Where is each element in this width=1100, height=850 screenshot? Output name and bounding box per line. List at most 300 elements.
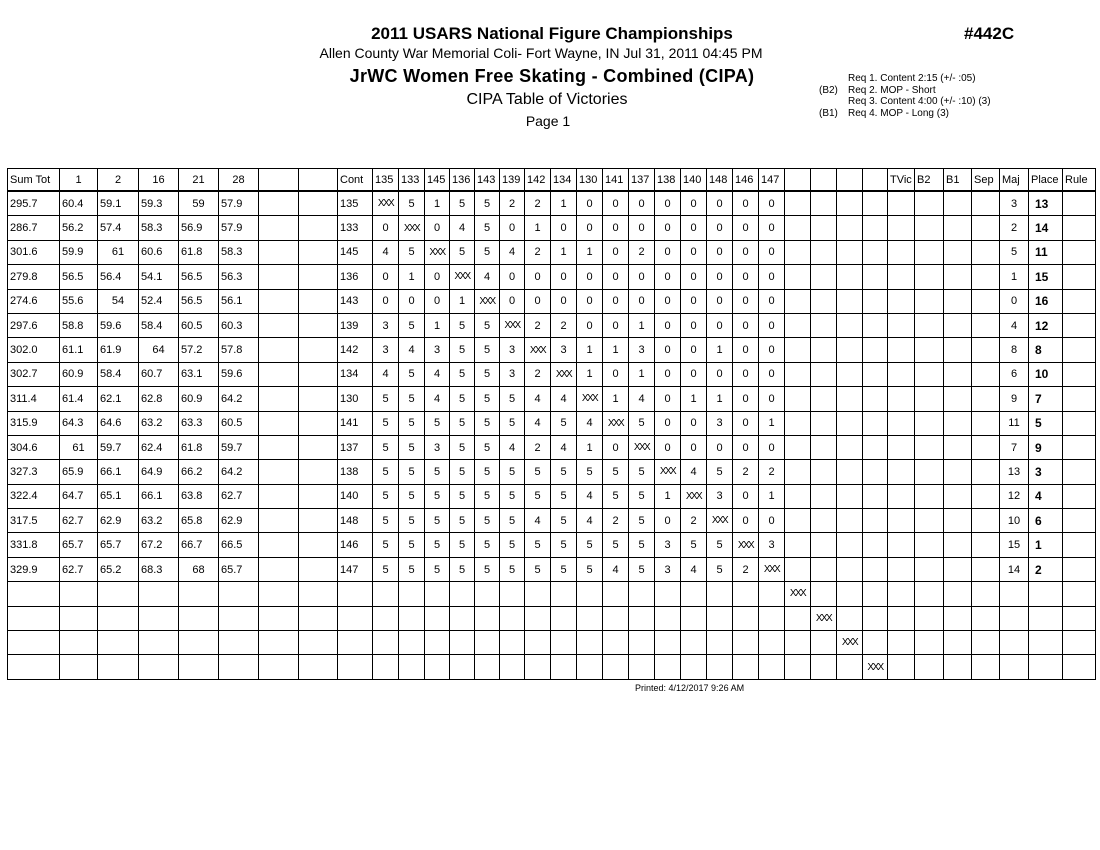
- victory-count-cell: 5: [450, 533, 475, 557]
- blank-cell: [681, 655, 707, 679]
- judge-score-cell: 60.4: [60, 191, 98, 216]
- sum-total-cell: 322.4: [8, 484, 60, 508]
- place-cell: 10: [1029, 362, 1063, 386]
- blank-cell: [655, 631, 681, 655]
- blank-cell: [811, 313, 837, 337]
- victory-count-cell: 5: [425, 533, 450, 557]
- place-cell: 4: [1029, 484, 1063, 508]
- victory-count-cell: 3: [373, 338, 399, 362]
- victory-count-cell: 5: [681, 533, 707, 557]
- column-header: 137: [629, 169, 655, 192]
- blank-cell: [837, 484, 863, 508]
- column-header: 2: [98, 169, 139, 192]
- blank-cell: [863, 191, 888, 216]
- blank-cell: [707, 582, 733, 606]
- victory-count-cell: 0: [500, 289, 525, 313]
- blank-cell: [1000, 631, 1029, 655]
- blank-cell: [759, 606, 785, 630]
- victory-count-cell: 5: [707, 557, 733, 581]
- blank-cell: [399, 582, 425, 606]
- blank-cell: [972, 631, 1000, 655]
- blank-cell: [915, 362, 944, 386]
- column-header: 147: [759, 169, 785, 192]
- column-header: [785, 169, 811, 192]
- victory-count-cell: 5: [373, 484, 399, 508]
- blank-cell: [837, 557, 863, 581]
- blank-cell: [944, 631, 972, 655]
- victory-count-cell: 4: [425, 362, 450, 386]
- blank-cell: [299, 484, 338, 508]
- victory-count-cell: 0: [707, 216, 733, 240]
- table-header-row: [8, 169, 1096, 192]
- victory-count-cell: 1: [450, 289, 475, 313]
- blank-cell: [944, 655, 972, 679]
- victory-count-cell: 5: [450, 484, 475, 508]
- victory-count-cell: 4: [681, 460, 707, 484]
- column-header: 143: [475, 169, 500, 192]
- blank-cell: [837, 533, 863, 557]
- victory-count-cell: 5: [500, 387, 525, 411]
- blank-cell: [811, 216, 837, 240]
- blank-cell: [944, 387, 972, 411]
- victory-count-cell: 0: [681, 289, 707, 313]
- sum-total-cell: 327.3: [8, 460, 60, 484]
- contestant-cell: 143: [338, 289, 373, 313]
- judge-score-cell: 65.7: [60, 533, 98, 557]
- blank-cell: [785, 557, 811, 581]
- victory-count-cell: 5: [551, 411, 577, 435]
- blank-cell: [98, 582, 139, 606]
- judge-score-cell: 56.5: [179, 265, 219, 289]
- victory-count-cell: 4: [525, 387, 551, 411]
- victory-count-cell: 5: [475, 484, 500, 508]
- table-row: [8, 289, 1096, 313]
- blank-cell: [972, 362, 1000, 386]
- judge-score-cell: 54: [98, 289, 139, 313]
- blank-cell: [972, 191, 1000, 216]
- judge-score-cell: 65.7: [219, 557, 259, 581]
- sum-total-cell: 315.9: [8, 411, 60, 435]
- judge-score-cell: 58.3: [139, 216, 179, 240]
- column-header: 130: [577, 169, 603, 192]
- blank-cell: [837, 435, 863, 459]
- judge-score-cell: 59: [179, 191, 219, 216]
- blank-cell: [733, 582, 759, 606]
- victory-count-cell: 4: [525, 509, 551, 533]
- victory-count-cell: 5: [425, 460, 450, 484]
- victory-count-cell: 0: [655, 216, 681, 240]
- victory-count-cell: 0: [707, 289, 733, 313]
- blank-cell: [629, 606, 655, 630]
- victory-count-cell: 5: [373, 460, 399, 484]
- blank-cell: [681, 582, 707, 606]
- blank-cell: [577, 655, 603, 679]
- blank-cell: [299, 265, 338, 289]
- blank-cell: [863, 557, 888, 581]
- blank-cell: [655, 582, 681, 606]
- blank-cell: [888, 606, 915, 630]
- blank-cell: [450, 582, 475, 606]
- blank-cell: [299, 557, 338, 581]
- victory-count-cell: 5: [500, 509, 525, 533]
- victory-count-cell: 5: [373, 557, 399, 581]
- judge-score-cell: 62.8: [139, 387, 179, 411]
- blank-cell: [972, 484, 1000, 508]
- blank-cell: [863, 460, 888, 484]
- blank-cell: [888, 631, 915, 655]
- blank-cell: [944, 606, 972, 630]
- blank-cell: [603, 631, 629, 655]
- majority-cell: 11: [1000, 411, 1029, 435]
- blank-cell: [299, 240, 338, 264]
- blank-cell: [603, 606, 629, 630]
- blank-cell: [603, 655, 629, 679]
- requirement-item: (B1) Req 4. MOP - Long (3): [819, 107, 949, 119]
- victory-count-cell: 5: [603, 484, 629, 508]
- blank-cell: [915, 484, 944, 508]
- blank-cell: [629, 631, 655, 655]
- victory-count-cell: 0: [603, 240, 629, 264]
- victory-count-cell: 0: [759, 265, 785, 289]
- blank-cell: [525, 606, 551, 630]
- victory-count-cell: 1: [603, 338, 629, 362]
- victory-count-cell: 1: [425, 191, 450, 216]
- judge-score-cell: 64.9: [139, 460, 179, 484]
- blank-cell: [888, 557, 915, 581]
- blank-cell: [525, 631, 551, 655]
- victory-count-cell: 5: [475, 435, 500, 459]
- judge-score-cell: 56.5: [179, 289, 219, 313]
- victory-count-cell: 1: [603, 387, 629, 411]
- blank-cell: [972, 265, 1000, 289]
- blank-cell: [888, 387, 915, 411]
- blank-cell: [1000, 606, 1029, 630]
- blank-cell: [8, 582, 60, 606]
- place-cell: 5: [1029, 411, 1063, 435]
- victory-count-cell: 0: [759, 362, 785, 386]
- majority-cell: 13: [1000, 460, 1029, 484]
- blank-cell: [785, 655, 811, 679]
- victory-count-cell: 0: [733, 289, 759, 313]
- blank-cell: [915, 460, 944, 484]
- blank-cell: [179, 606, 219, 630]
- victory-count-cell: 0: [733, 240, 759, 264]
- judge-score-cell: 62.7: [60, 557, 98, 581]
- sum-total-cell: 302.0: [8, 338, 60, 362]
- victory-count-cell: 4: [399, 338, 425, 362]
- judge-score-cell: 63.2: [139, 411, 179, 435]
- blank-cell: [972, 460, 1000, 484]
- victory-count-cell: 4: [551, 435, 577, 459]
- blank-cell: [1063, 631, 1096, 655]
- judge-score-cell: 60.5: [219, 411, 259, 435]
- victory-count-cell: 0: [655, 411, 681, 435]
- victory-count-cell: 2: [525, 313, 551, 337]
- victory-count-cell: 0: [733, 411, 759, 435]
- victory-count-cell: 4: [373, 362, 399, 386]
- column-header: 139: [500, 169, 525, 192]
- rule-cell: [1063, 240, 1096, 264]
- place-cell: 14: [1029, 216, 1063, 240]
- blank-cell: [837, 191, 863, 216]
- column-header: 16: [139, 169, 179, 192]
- blank-cell: [837, 240, 863, 264]
- victory-count-cell: 5: [525, 533, 551, 557]
- victory-count-cell: 0: [655, 289, 681, 313]
- blank-cell: [139, 582, 179, 606]
- blank-cell: [219, 582, 259, 606]
- blank-cell: [888, 411, 915, 435]
- blank-cell: [944, 509, 972, 533]
- blank-cell: [944, 289, 972, 313]
- table-row: [8, 484, 1096, 508]
- victory-count-cell: 0: [603, 362, 629, 386]
- blank-cell: [450, 606, 475, 630]
- rule-cell: [1063, 435, 1096, 459]
- judge-score-cell: 56.1: [219, 289, 259, 313]
- blank-cell: [888, 191, 915, 216]
- judge-score-cell: 62.4: [139, 435, 179, 459]
- requirements-list: [819, 73, 991, 119]
- blank-cell: [259, 435, 299, 459]
- xxx-mark-cell: XXX: [475, 289, 500, 313]
- judge-score-cell: 59.9: [60, 240, 98, 264]
- blank-cell: [785, 265, 811, 289]
- judge-score-cell: 64: [139, 338, 179, 362]
- championship-title: 2011 USARS National Figure Championships: [371, 24, 733, 43]
- blank-cell: [915, 655, 944, 679]
- victory-count-cell: 0: [681, 338, 707, 362]
- column-header: 148: [707, 169, 733, 192]
- blank-cell: [60, 631, 98, 655]
- victory-count-cell: 5: [525, 460, 551, 484]
- contestant-cell: 135: [338, 191, 373, 216]
- rule-cell: [1063, 460, 1096, 484]
- victory-count-cell: 5: [475, 362, 500, 386]
- victory-count-cell: 0: [603, 191, 629, 216]
- victory-count-cell: 5: [475, 509, 500, 533]
- blank-cell: [944, 191, 972, 216]
- judge-score-cell: 65.8: [179, 509, 219, 533]
- blank-cell: [139, 655, 179, 679]
- victory-count-cell: 0: [655, 509, 681, 533]
- victory-count-cell: 5: [629, 484, 655, 508]
- victory-count-cell: 5: [551, 557, 577, 581]
- blank-cell: [915, 557, 944, 581]
- blank-cell: [259, 387, 299, 411]
- victory-count-cell: 5: [399, 435, 425, 459]
- table-row: [8, 387, 1096, 411]
- victory-count-cell: 5: [399, 191, 425, 216]
- sum-total-cell: 311.4: [8, 387, 60, 411]
- requirement-item: Req 1. Content 2:15 (+/- :05): [848, 73, 976, 84]
- blank-cell: [888, 313, 915, 337]
- blank-cell: [98, 655, 139, 679]
- judge-score-cell: 65.9: [60, 460, 98, 484]
- blank-cell: [811, 191, 837, 216]
- blank-cell: [299, 313, 338, 337]
- blank-cell: [681, 606, 707, 630]
- blank-cell: [863, 313, 888, 337]
- contestant-cell: 130: [338, 387, 373, 411]
- blank-cell: [944, 216, 972, 240]
- blank-cell: [972, 289, 1000, 313]
- majority-cell: 15: [1000, 533, 1029, 557]
- blank-cell: [888, 582, 915, 606]
- victory-count-cell: 4: [577, 411, 603, 435]
- blank-cell: [811, 460, 837, 484]
- judge-score-cell: 62.1: [98, 387, 139, 411]
- blank-cell: [915, 387, 944, 411]
- blank-cell: [98, 631, 139, 655]
- blank-cell: [259, 216, 299, 240]
- victory-count-cell: 1: [707, 338, 733, 362]
- victory-count-cell: 3: [425, 435, 450, 459]
- blank-cell: [811, 655, 837, 679]
- sum-total-cell: 317.5: [8, 509, 60, 533]
- blank-cell: [577, 606, 603, 630]
- blank-cell: [863, 411, 888, 435]
- blank-cell: [944, 338, 972, 362]
- victory-count-cell: 1: [525, 216, 551, 240]
- blank-cell: [837, 289, 863, 313]
- blank-cell: [299, 411, 338, 435]
- blank-cell: [863, 509, 888, 533]
- blank-cell: [500, 655, 525, 679]
- xxx-mark-cell: XXX: [733, 533, 759, 557]
- judge-score-cell: 60.3: [219, 313, 259, 337]
- victory-count-cell: 0: [603, 216, 629, 240]
- blank-cell: [837, 509, 863, 533]
- victory-count-cell: 0: [733, 265, 759, 289]
- victory-count-cell: 0: [399, 289, 425, 313]
- rule-cell: [1063, 411, 1096, 435]
- victory-count-cell: 5: [551, 460, 577, 484]
- blank-cell: [944, 313, 972, 337]
- blank-cell: [338, 655, 373, 679]
- blank-cell: [299, 289, 338, 313]
- blank-cell: [475, 582, 500, 606]
- blank-cell: [259, 606, 299, 630]
- blank-cell: [915, 191, 944, 216]
- victory-count-cell: 5: [450, 411, 475, 435]
- victory-count-cell: 5: [551, 509, 577, 533]
- blank-cell: [863, 289, 888, 313]
- blank-cell: [629, 582, 655, 606]
- victory-count-cell: 1: [655, 484, 681, 508]
- blank-cell: [299, 606, 338, 630]
- victory-count-cell: 3: [707, 484, 733, 508]
- victory-count-cell: 0: [707, 362, 733, 386]
- victory-count-cell: 1: [759, 484, 785, 508]
- victory-count-cell: 0: [655, 338, 681, 362]
- blank-cell: [655, 655, 681, 679]
- judge-score-cell: 66.1: [139, 484, 179, 508]
- table-row: [8, 411, 1096, 435]
- blank-cell: [299, 631, 338, 655]
- blank-cell: [425, 582, 450, 606]
- blank-cell: [811, 484, 837, 508]
- victory-count-cell: 1: [629, 313, 655, 337]
- blank-cell: [837, 655, 863, 679]
- xxx-mark-cell: XXX: [577, 387, 603, 411]
- blank-cell: [837, 606, 863, 630]
- judge-score-cell: 64.3: [60, 411, 98, 435]
- blank-cell: [785, 606, 811, 630]
- blank-cell: [259, 631, 299, 655]
- blank-cell: [785, 216, 811, 240]
- judge-score-cell: 55.6: [60, 289, 98, 313]
- place-cell: 16: [1029, 289, 1063, 313]
- column-header: Cont: [338, 169, 373, 192]
- xxx-mark-cell: XXX: [811, 606, 837, 630]
- blank-cell: [707, 606, 733, 630]
- victory-count-cell: 0: [655, 362, 681, 386]
- rule-cell: [1063, 362, 1096, 386]
- contestant-cell: 133: [338, 216, 373, 240]
- victory-count-cell: 3: [759, 533, 785, 557]
- victory-count-cell: 4: [425, 387, 450, 411]
- table-row: [8, 313, 1096, 337]
- blank-cell: [8, 631, 60, 655]
- contestant-cell: 141: [338, 411, 373, 435]
- document-number: #442C: [964, 24, 1015, 43]
- victories-table: [7, 168, 1096, 680]
- judge-score-cell: 63.8: [179, 484, 219, 508]
- rule-cell: [1063, 557, 1096, 581]
- sum-total-cell: 302.7: [8, 362, 60, 386]
- victory-count-cell: 5: [475, 191, 500, 216]
- column-header: B2: [915, 169, 944, 192]
- column-header: B1: [944, 169, 972, 192]
- victory-count-cell: 2: [525, 362, 551, 386]
- judge-score-cell: 57.8: [219, 338, 259, 362]
- victory-count-cell: 4: [373, 240, 399, 264]
- blank-cell: [338, 582, 373, 606]
- majority-cell: 9: [1000, 387, 1029, 411]
- blank-cell: [551, 655, 577, 679]
- victory-count-cell: 5: [707, 460, 733, 484]
- blank-cell: [8, 606, 60, 630]
- xxx-mark-cell: XXX: [837, 631, 863, 655]
- xxx-mark-cell: XXX: [450, 265, 475, 289]
- blank-cell: [785, 387, 811, 411]
- blank-cell: [373, 582, 399, 606]
- blank-cell: [399, 606, 425, 630]
- blank-cell: [785, 509, 811, 533]
- victory-count-cell: 4: [577, 509, 603, 533]
- contestant-cell: 134: [338, 362, 373, 386]
- column-header: 21: [179, 169, 219, 192]
- victory-count-cell: 5: [577, 557, 603, 581]
- judge-score-cell: 59.7: [219, 435, 259, 459]
- blank-cell: [888, 240, 915, 264]
- blank-cell: [888, 289, 915, 313]
- blank-cell: [551, 582, 577, 606]
- judge-score-cell: 68: [179, 557, 219, 581]
- blank-cell: [338, 631, 373, 655]
- place-cell: 7: [1029, 387, 1063, 411]
- victory-count-cell: 0: [655, 265, 681, 289]
- blank-cell: [972, 387, 1000, 411]
- xxx-mark-cell: XXX: [425, 240, 450, 264]
- blank-cell: [972, 216, 1000, 240]
- victory-count-cell: 1: [577, 362, 603, 386]
- victory-count-cell: 5: [629, 460, 655, 484]
- blank-cell: [655, 606, 681, 630]
- victory-count-cell: 5: [475, 338, 500, 362]
- blank-cell: [785, 460, 811, 484]
